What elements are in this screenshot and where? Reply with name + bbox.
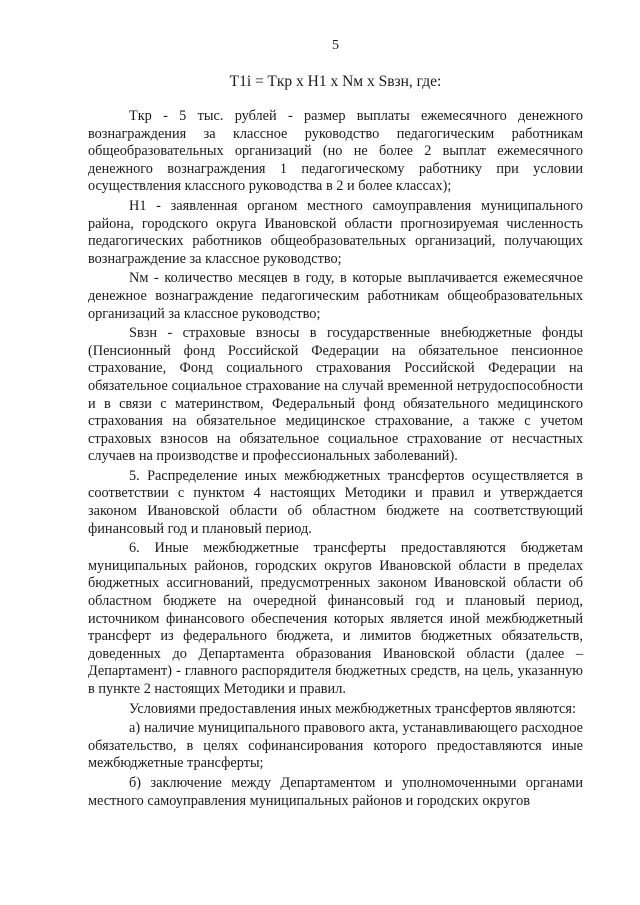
- page-number: 5: [332, 38, 339, 53]
- paragraph-item-6: 6. Иные межбюджетные трансферты предоставляются бюджетам муниципальных районов, городских округов Ивановской области в пределах бюджетных ассигнований, предусмотренных законом Ивановской области об областном бюджете на очередной финансовый год и плановый период, источником финансового обеспечения которых является иной межбюджетный трансферт из федерального бюджета, и лимитов бюджетных обязательств, доведенных до Департамента образования Ивановской области (далее – Департамент) - главного распорядителя бюджетных средств, на цель, указанную в пункте 2 настоящих Методики и правил.: [88, 540, 583, 697]
- paragraph-tkr: Tкр - 5 тыс. рублей - размер выплаты ежемесячного денежного вознаграждения за классное руководство педагогическим работникам общеобразовательных организаций (но не более 2 выплат ежемесячного денежного вознаграждения 1 педагогическому работнику при условии осуществления классного руководства в 2 и более классах);: [88, 108, 583, 195]
- paragraph-condition-a: а) наличие муниципального правового акта, устанавливающего расходное обязательство, в целях софинансирования которого предоставляются иные межбюджетные трансферты;: [88, 720, 583, 772]
- paragraph-h1: H1 - заявленная органом местного самоуправления муниципального района, городского округа Ивановской области прогнозируемая численность педагогических работников общеобразовательных организаций, получающих вознаграждение за классное руководство;: [88, 197, 583, 267]
- paragraph-condition-b: б) заключение между Департаментом и уполномоченными органами местного самоуправления муниципальных районов и городских округов: [88, 774, 583, 809]
- paragraph-conditions: Условиями предоставления иных межбюджетных трансфертов являются:: [129, 700, 576, 717]
- paragraph-svzn: Sвзн - страховые взносы в государственные внебюджетные фонды (Пенсионный фонд Российской Федерации на обязательное пенсионное страхование, Фонд социального страхования Российской Федерации на обязательное социальное страхование на случай временной нетрудоспособности и в связи с материнством, Федеральный фонд обязательного медицинского страхования на обязательное медицинское страхование, а также с учетом страховых взносов на обязательное социальное страхование от несчастных случаев на производстве и профессиональных заболеваний).: [88, 325, 583, 465]
- paragraph-nm: Nм - количество месяцев в году, в которые выплачивается ежемесячное денежное вознаграждение педагогическим работникам общеобразовательных организаций за классное руководство;: [88, 270, 583, 322]
- paragraph-item-5: 5. Распределение иных межбюджетных трансфертов осуществляется в соответствии с пунктом 4 настоящих Методики и правил и утверждается законом Ивановской области об областном бюджете на соответствующий финансовый год и плановый период.: [88, 467, 583, 537]
- formula: T1i = Tкр x H1 x Nм x Sвзн, где:: [229, 73, 442, 90]
